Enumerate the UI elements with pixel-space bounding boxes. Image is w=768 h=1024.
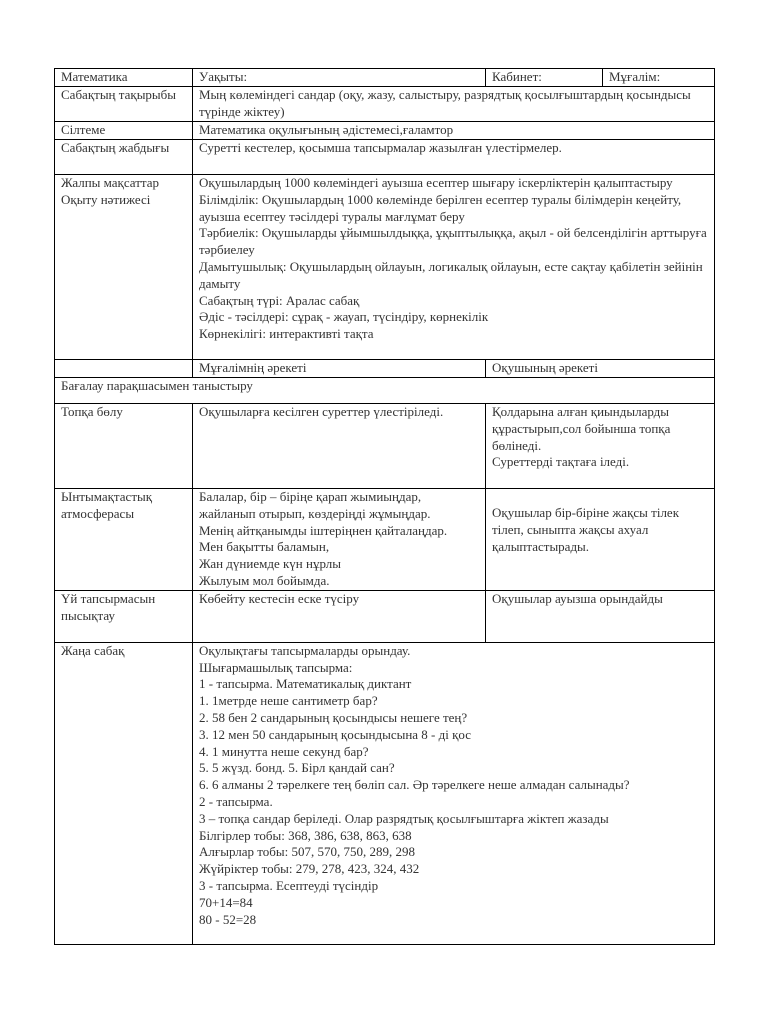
equipment-label: Сабақтың жабдығы [55, 140, 193, 175]
goal-line: Білімділік: Оқушылардың 1000 көлемінде берілген есептер туралы білімдерін кеңейту, ауызша есептеу тәсілдері туралы мағлұмат беру [199, 191, 682, 224]
header-row [55, 69, 715, 87]
teacher-activity-line: Жан дүниемде күн нұрлы [199, 556, 341, 572]
topic-value: Мың көлеміндегі сандар (оқу, жазу, салыстыру, разрядтық қосылғыштардың қосындысы түрінде жіктеу) [193, 87, 715, 122]
lesson-line: 70+14=84 [199, 894, 253, 910]
outcome-label-line: Оқыту нәтижесі [61, 191, 151, 207]
reference-value: Математика оқулығының әдістемесі,ғаламтор [193, 122, 715, 140]
teacher-activity-line: Менің айтқанымды іштеріңнен қайталаңдар. [199, 522, 448, 538]
reference-label: Сілтеме [55, 122, 193, 140]
lesson-plan-table [54, 68, 715, 945]
stage-label: Топқа бөлу [55, 404, 193, 489]
topic-label: Сабақтың тақырыбы [55, 87, 193, 122]
lesson-line: Шығармашылық тапсырма: [199, 659, 353, 675]
stage-label: Үй тапсырмасын пысықтау [55, 590, 193, 642]
assessment-intro: Бағалау парақшасымен таныстыру [55, 378, 715, 404]
lesson-line: Білгірлер тобы: 368, 386, 638, 863, 638 [199, 827, 412, 843]
goal-line: Дамытушылық: Оқушылардың ойлауын, логикалық ойлауын, есте сақтау қабілетін зейінін дамыту [199, 258, 703, 291]
teacher-activity-line: Мен бақытты баламын, [199, 539, 330, 555]
goals-label [55, 175, 193, 360]
teacher-activity-line: Көбейту кестесін еске түсіру [199, 590, 360, 606]
subject-cell: Математика [55, 69, 193, 87]
goal-line: Тәрбиелік: Оқушыларды ұйымшылдыққа, ұқыптылыққа, ақыл - ой белсенділігін арттыруға тәрбиелеу [199, 225, 707, 258]
new-lesson-label: Жаңа сабақ [55, 642, 193, 944]
lesson-line: 2 - тапсырма. [199, 793, 273, 809]
stage-student-activity [486, 404, 715, 489]
stage-label: Ынтымақтастық атмосферасы [55, 489, 193, 591]
student-activity-line: Қолдарына алған қиындыларды құрастырып,сол бойынша топқа бөлінеді. [492, 404, 671, 453]
equipment-row [55, 140, 715, 175]
student-activity-line: Суреттерді тақтаға іледі. [492, 454, 630, 470]
equipment-value: Суретті кестелер, қосымша тапсырмалар жазылған үлестірмелер. [193, 140, 715, 175]
activity-header-blank [55, 360, 193, 378]
student-activity-line: Оқушылар бір-біріне жақсы тілек тілеп, сыныпта жақсы ахуал қалыптастырады. [492, 505, 680, 554]
goals-label-line: Жалпы мақсаттар [61, 175, 160, 190]
lesson-plan-page [54, 68, 714, 945]
student-activity-line: Оқушылар ауызша орындайды [492, 590, 663, 606]
topic-row [55, 87, 715, 122]
teacher-activity-line: Оқушыларға кесілген суреттер үлестіріледі. [199, 404, 444, 419]
lesson-line: Оқулықтағы тапсырмаларды орындау. [199, 642, 411, 658]
student-activity-header: Оқушының әрекеті [486, 360, 715, 378]
stage-row [55, 489, 715, 591]
teacher-activity-line: Жылуым мол бойымда. [199, 572, 330, 588]
goals-row [55, 175, 715, 360]
goal-line: Әдіс - тәсілдері: сұрақ - жауап, түсіндіру, көрнекілік [199, 309, 489, 325]
time-cell: Уақыты: [193, 69, 486, 87]
lesson-line: 3 - тапсырма. Есептеуді түсіндір [199, 877, 379, 893]
lesson-line: 5. 5 жүзд. бонд. 5. Бірл қандай сан? [199, 760, 395, 776]
lesson-line: Алғырлар тобы: 507, 570, 750, 289, 298 [199, 844, 415, 860]
room-cell: Кабинет: [486, 69, 603, 87]
new-lesson-row [55, 642, 715, 944]
goal-line: Көрнекілігі: интерактивті тақта [199, 326, 374, 342]
activity-header-row [55, 360, 715, 378]
lesson-line: 6. 6 алманы 2 тәрелкеге тең бөліп сал. Әр тәрелкеге неше алмадан салынады? [199, 777, 630, 793]
new-lesson-content [193, 642, 715, 944]
lesson-line: 4. 1 минутта неше секунд бар? [199, 743, 369, 759]
lesson-line: Жүйріктер тобы: 279, 278, 423, 324, 432 [199, 861, 420, 877]
stage-row [55, 404, 715, 489]
lesson-line: 3. 12 мен 50 сандарының қосындысына 8 - ді қос [199, 726, 472, 742]
goals-value [193, 175, 715, 360]
goal-line: Оқушылардың 1000 көлеміндегі ауызша есептер шығару іскерліктерін қалыптастыру [199, 175, 673, 190]
reference-row [55, 122, 715, 140]
lesson-line: 2. 58 бен 2 сандарының қосындысы нешеге тең? [199, 709, 468, 725]
stage-row [55, 590, 715, 642]
stage-student-activity [486, 590, 715, 642]
stage-teacher-activity [193, 404, 486, 489]
lesson-line: 3 – топқа сандар беріледі. Олар разрядтық қосылғыштарға жіктеп жазады [199, 810, 609, 826]
teacher-activity-header: Мұғалімнің әрекеті [193, 360, 486, 378]
stage-teacher-activity [193, 489, 486, 591]
assessment-row [55, 378, 715, 404]
teacher-activity-line: жайланып отырып, көздеріңді жұмыңдар. [199, 505, 431, 521]
teacher-activity-line: Балалар, бір – біріңе қарап жымиыңдар, [199, 489, 422, 504]
lesson-line: 1. 1метрде неше сантиметр бар? [199, 693, 378, 709]
teacher-cell: Мұғалім: [603, 69, 715, 87]
lesson-line: 80 - 52=28 [199, 911, 257, 927]
lesson-line: 1 - тапсырма. Математикалық диктант [199, 676, 412, 692]
stage-teacher-activity [193, 590, 486, 642]
goal-line: Сабақтың түрі: Аралас сабақ [199, 292, 360, 308]
stage-student-activity [486, 489, 715, 591]
